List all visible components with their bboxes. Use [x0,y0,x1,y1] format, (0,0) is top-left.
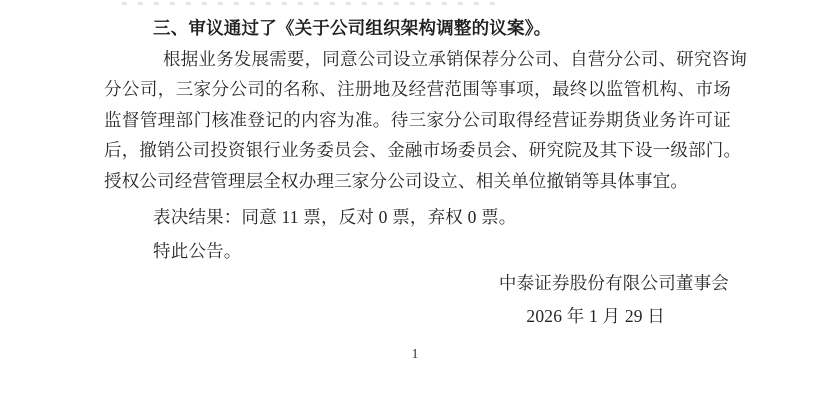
closing-line: 特此公告。 [153,240,242,261]
date-line: 2026 年 1 月 29 日 [526,305,665,326]
vote-result-line: 表决结果：同意 11 票，反对 0 票，弃权 0 票。 [153,207,517,227]
paragraph-line: 根据业务发展需要，同意公司设立承销保荐分公司、自营分公司、研究咨询 [163,48,748,69]
paragraph-line: 监督管理部门核准登记的内容为准。待三家分公司取得经营证券期货业务许可证 [104,109,731,130]
cropped-previous-line-remnant [122,2,500,5]
document-body [104,13,748,331]
paragraph-line: 授权公司经营管理层全权办理三家分公司设立、相关单位撤销等具体事宜。 [104,170,689,191]
signature-line: 中泰证券股份有限公司董事会 [498,273,729,293]
section-heading: 三、审议通过了《关于公司组织架构调整的议案》。 [153,18,552,38]
page-number: 1 [411,347,419,362]
paragraph-line: 后，撤销公司投资银行业务委员会、金融市场委员会、研究院及其下设一级部门。 [104,140,742,160]
paragraph-line: 分公司，三家分公司的名称、注册地及经营范围等事项，最终以监管机构、市场 [104,79,731,99]
